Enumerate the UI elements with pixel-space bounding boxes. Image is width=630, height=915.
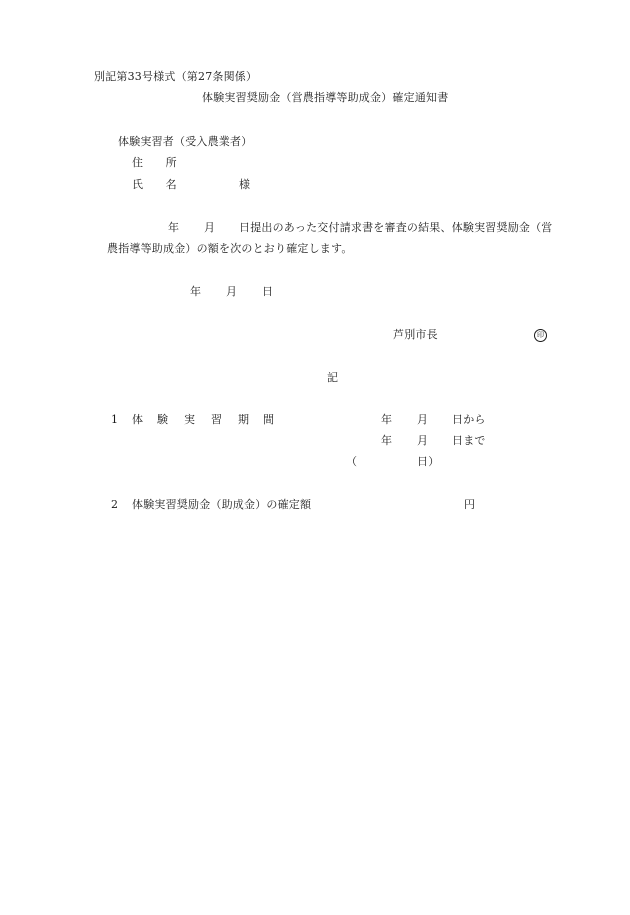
- form-number: 別記第33号様式（第27条関係）: [94, 70, 258, 83]
- period-from-year: 年: [381, 413, 393, 426]
- days-open-paren: （: [346, 455, 358, 468]
- item-1-label-char: 間: [263, 413, 275, 426]
- recipient-heading: 体験実習者（受入農業者）: [118, 135, 253, 148]
- item-2-label: 体験実習奨励金（助成金）の確定額: [132, 498, 312, 511]
- item-1-label-char: 習: [211, 413, 223, 426]
- item-1-label-char: 期: [238, 413, 250, 426]
- date-day: 日: [262, 285, 274, 298]
- period-to-year: 年: [381, 434, 393, 447]
- item-1-label-char: 験: [157, 413, 169, 426]
- address-label: 住 所: [132, 156, 177, 169]
- item-1-label-char: 体: [132, 413, 144, 426]
- date-month: 月: [226, 285, 238, 298]
- seal-mark: 印: [534, 329, 547, 342]
- amount-unit: 円: [464, 498, 476, 511]
- body-line-1: 日提出のあった交付請求書を審査の結果、体験実習奨励金（営: [239, 221, 553, 234]
- document-title: 体験実習奨励金（営農指導等助成金）確定通知書: [202, 91, 449, 104]
- period-from-month: 月: [417, 413, 429, 426]
- period-from-suffix: 日から: [452, 413, 486, 426]
- ki-heading: 記: [327, 371, 339, 384]
- days-close: 日）: [417, 455, 440, 468]
- date-year: 年: [190, 285, 202, 298]
- name-label: 氏 名: [132, 178, 177, 191]
- period-to-suffix: 日まで: [452, 434, 486, 447]
- item-1-label-char: 実: [184, 413, 196, 426]
- honorific: 様: [239, 178, 251, 191]
- item-1-number: 1: [111, 413, 119, 426]
- period-to-month: 月: [417, 434, 429, 447]
- item-2-number: 2: [111, 498, 119, 511]
- body-month: 月: [204, 221, 216, 234]
- body-year: 年: [168, 221, 180, 234]
- issuer-name: 芦別市長: [393, 328, 438, 341]
- body-line-2: 農指導等助成金）の額を次のとおり確定します。: [107, 242, 353, 255]
